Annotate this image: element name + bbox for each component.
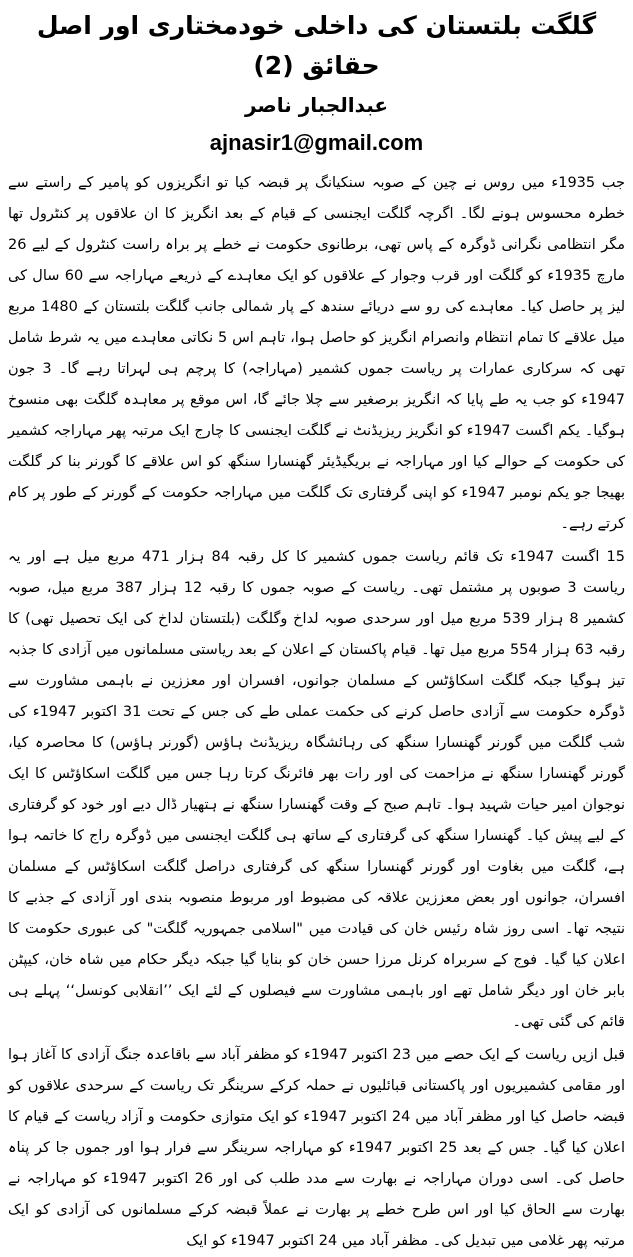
article-title: گلگت بلتستان کی داخلی خودمختاری اور اصل حقائق (2) <box>36 11 597 80</box>
paragraph: قبل ازیں ریاست کے ایک حصے میں 23 اکتوبر 1947ء کو مظفر آباد سے باقاعدہ جنگ آزادی کا آغاز ہوا اور مقامی کشمیریوں اور پاکستانی قبائلیوں نے حملہ کرکے سرینگر تک ریاست کے سرحدی علاقوں کو قبضہ حاصل کیا اور مظفر آباد میں 24 اکتوبر 1947ء کو ایک متوازی حکومت و آزاد ریاست کے قیام کا اعلان کیا گیا۔ جس کے بعد 25 اکتوبر 1947ء کو مہاراجہ سرینگر سے فرار ہوا اور جموں جا کر پناہ حاصل کی۔ اسی دوران مہاراجہ نے بھارت سے مدد طلب کی اور 26 اکتوبر 1947ء کو مہاراجہ نے بھارت سے الحاق کیا اور اس طرح خطے پر بھارت نے عملاً قبضہ کرکے مسلمانوں کی آزادی کو ایک مرتبہ پھر غلامی میں تبدیل کی۔ مظفر آباد میں 24 اکتوبر 1947ء کو ایک <box>8 1047 625 1249</box>
paragraph: 15 اگست 1947ء تک قائم ریاست جموں کشمیر کا کل رقبہ 84 ہزار 471 مربع میل ہے اور یہ ریاست 3 صوبوں پر مشتمل تھی۔ ریاست کے صوبہ جموں کا رقبہ 12 ہزار 387 مربع میل، صوبہ کشمیر 8 ہزار 539 مربع میل اور سرحدی صوبہ لداخ وگلگت (بلتستان لداخ کی ایک تحصیل تھی) کا رقبہ 63 ہزار 554 مربع میل تھا۔ قیام پاکستان کے اعلان کے بعد ریاستی مسلمانوں میں آزادی کا جذبہ تیز ہوگیا جبکہ گلگت اسکاؤٹس کے مسلمان جوانوں، افسران اور معززین نے باہمی مشاورت سے ڈوگرہ حکومت سے آزادی حاصل کرنے کی حکمت عملی طے کی جس کے تحت 31 اکتوبر 1947ء کی شب گلگت میں گورنر گھنسارا سنگھ کی رہائشگاہ ریزیڈنٹ ہاؤس (گورنر ہاؤس) کا محاصرہ کیا، گورنر گھنسارا سنگھ نے مزاحمت کی اور رات بھر فائرنگ کرتا رہا جس میں گلگت اسکاؤٹس کا ایک نوجوان امیر حیات شہید ہوا۔ تاہم صبح کے وقت گھنسارا سنگھ نے ہتھیار ڈال دیے اور خود کو گرفتاری کے لیے پیش کیا۔ گھنسارا سنگھ کی گرفتاری کے ساتھ ہی گلگت ایجنسی میں ڈوگرہ راج کا خاتمہ ہوا ہے، گلگت میں بغاوت اور گورنر گھنسارا سنگھ کی گرفتاری دراصل گلگت اسکاؤٹس کے مسلمان افسران، جوانوں اور بعض معززین علاقہ کی مضبوط اور مربوط منصوبہ بندی اور آزادی کے جذبے کا نتیجہ تھا۔ اسی روز شاہ رئیس خان کی قیادت میں "اسلامی جمہوریہ گلگت" کی عبوری حکومت کا اعلان کیا گیا۔ فوج کے سربراہ کرنل مرزا حسن خان کو بنایا گیا جبکہ دیگر حکام میں شاہ خان، کیپٹن بابر خان اور دیگر شامل تھے اور باہمی مشاورت سے فیصلوں کے لئے ایک ’’انقلابی کونسل‘‘ پہلے ہی قائم کی گئی تھی۔ <box>8 549 625 1030</box>
paragraph: جب 1935ء میں روس نے چین کے صوبہ سنکیانگ پر قبضہ کیا تو انگریزوں کو پامیر کے راستے سے خطرہ محسوس ہونے لگا۔ اگرچہ گلگت ایجنسی کے قیام کے بعد انگریز کا ان علاقوں پر کنٹرول تھا مگر انتظامی نگرانی ڈوگرہ کے پاس تھی، برطانوی حکومت نے خطے پر براہ راست کنٹرول کے لیے 26 مارچ 1935ء کو گلگت اور قرب وجوار کے علاقوں کو ایک معاہدے کے ذریعے مہاراجہ سے 60 سال کی لیز پر حاصل کیا۔ معاہدے کی رو سے دریائے سندھ کے پار شمالی جانب گلگت بلتستان کے 1480 مربع میل علاقے کا تمام انتظام وانصرام انگریز کو حاصل ہوا، تاہم اس 5 نکاتی معاہدے میں یہ شرط شامل تھی کہ سرکاری عمارات پر ریاست جموں کشمیر (مہاراجہ) کا پرچم ہی لہراتا رہے گا۔ 3 جون 1947ء کو جب یہ طے پایا کہ انگریز برصغیر سے چلا جائے گا، اس موقع پر معاہدہ گلگت بھی منسوخ ہوگیا۔ یکم اگست 1947ء کو انگریز ریزیڈنٹ نے گلگت ایجنسی کا چارج ایک مرتبہ پھر مہاراجہ کشمیر کی حکومت کے حوالے کیا اور مہاراجہ نے بریگیڈیئر گھنسارا سنگھ کو اس علاقے کا گورنر بنا کر گلگت بھیجا جو یکم نومبر 1947ء کو اپنی گرفتاری تک گلگت میں مہاراجہ حکومت کے گورنر کے طور پر کام کرتے رہے۔ <box>8 175 626 532</box>
article-body <box>8 168 625 1257</box>
author-email: ajnasir1@gmail.com <box>209 130 424 155</box>
author-name: عبدالجبار ناصر <box>244 93 389 117</box>
